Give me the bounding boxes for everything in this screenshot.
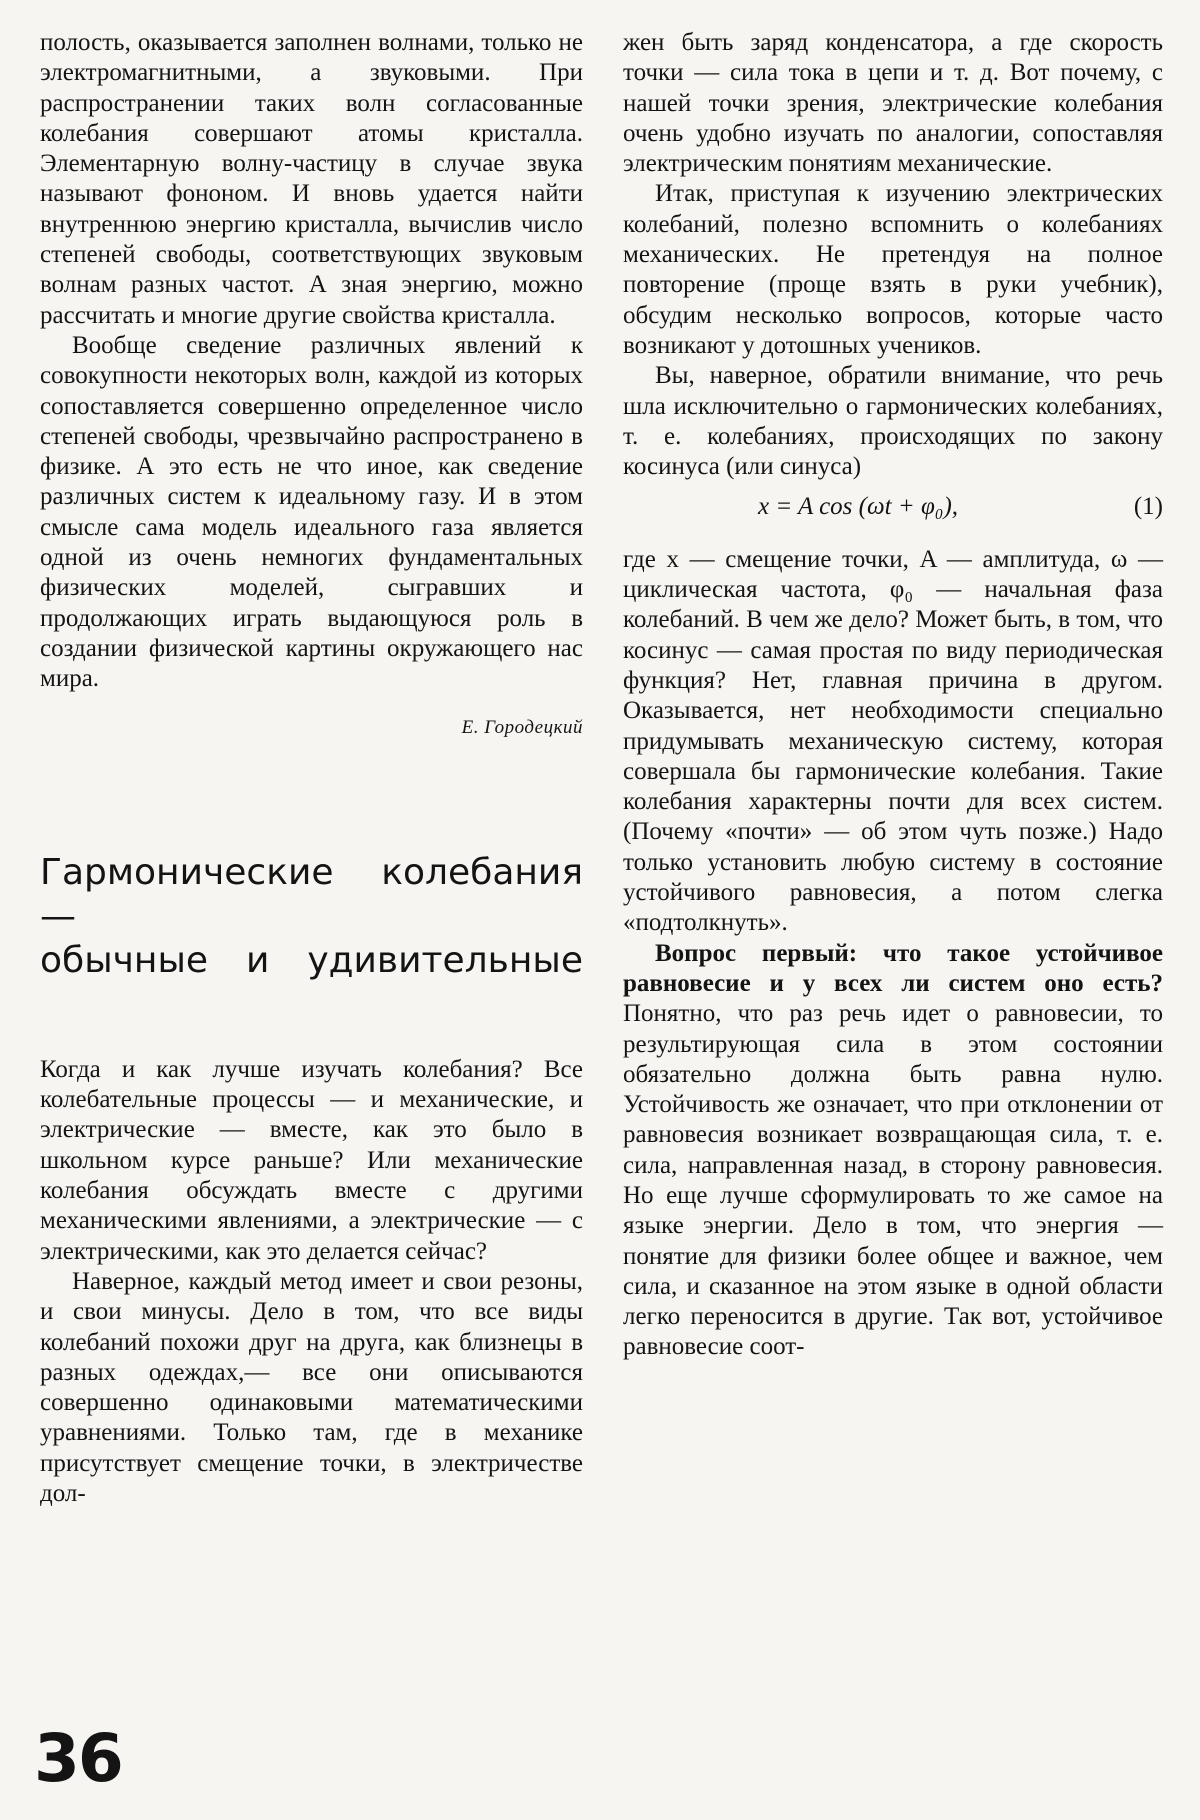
spacer: [40, 743, 583, 851]
equation-number: (1): [1133, 493, 1163, 521]
paragraph: Вы, наверное, обратили внимание, что речь шла исключительно о гармонических колебаниях, т. е. колебаниях, происходящих по закону косинуса (или синуса): [623, 362, 1163, 481]
paragraph: Итак, приступая к изучению электрических колебаний, полезно вспомнить о колебаниях механических. Не претендуя на полное повторение (проще взять в руки учебник), обсудим несколько вопросов, которые часто возникают у дотошных учеников.: [623, 180, 1163, 359]
article-title: [40, 851, 583, 983]
page-number: 36: [34, 1720, 122, 1797]
paragraph-question-1: [623, 939, 1163, 1363]
paragraph: жен быть заряд конденсатора, а где скорость точки — сила тока в цепи и т. д. Вот почему, с нашей точки зрения, электрические колебания очень удобно изучать по аналогии, сопоставляя электрическим понятиям механические.: [623, 29, 1163, 178]
title-line-1: Гармонические колебания —: [40, 851, 583, 937]
equation-1: [623, 492, 1163, 522]
spacer: [40, 983, 583, 1055]
paragraph: Вообще сведение различных явлений к совокупности некоторых волн, каждой из которых сопоставляется совершенно определенное число степеней свободы, чрезвычайно распространено в физике. А это есть не что иное, как сведение различных систем к идеальному газу. И в этом смысле сама модель идеального газа является одной из очень немногих фундаментальных физических моделей, сыгравших и продолжающих играть выдающуюся роль в создании физической картины окружающего нас мира.: [40, 331, 583, 693]
paragraph: где x — смещение точки, A — амплитуда, ω — циклическая частота, φ₀ — начальная фаза колебаний. В чем же дело? Может быть, в том, что косинус — самая простая по виду периодическая функция? Нет, главная причина в другом. Оказывается, нет необходимости специально придумывать механическую систему, которая совершала бы гармонические колебания. Такие колебания характерны почти для всех систем. (Почему «почти» — об этом чуть позже.) Надо только установить любую систему в состояние устойчивого равновесия, а потом слегка «подтолкнуть».: [623, 545, 1163, 937]
right-column: [623, 28, 1163, 1363]
paragraph: полость, оказывается заполнен волнами, только не электромагнитными, а звуковыми. При распространении таких волн согласованные колебания совершают атомы кристалла. Элементарную волну-частицу в случае звука называют фононом. И вновь удается найти внутреннюю энергию кристалла, вычислив число степеней свободы, соответствующих звуковым волнам разных частот. А зная энергию, можно рассчитать и многие другие свойства кристалла.: [40, 29, 583, 329]
author-signature: Е. Городецкий: [461, 716, 583, 738]
left-column: [40, 28, 583, 1509]
title-line-2: обычные и удивительные: [40, 939, 583, 981]
paragraph: Наверное, каждый метод имеет и свои резоны, и свои минусы. Дело в том, что все виды колебаний похожи друг на друга, как близнецы в разных одеждах,— все они описываются совершенно одинаковыми математическими уравнениями. Только там, где в механике присутствует смещение точки, в электричестве дол-: [40, 1267, 583, 1507]
question-body: Понятно, что раз речь идет о равновесии, то результирующая сила в этом состоянии обязательно должна быть равна нулю. Устойчивость же означает, что при отклонении от равновесия возникает возвращающая сила, т. е. сила, направленная назад, в сторону равновесия. Но еще лучше сформулировать то же самое на языке энергии. Дело в том, что энергия — понятие для физики более общее и важное, чем сила, и сказанное на этом языке в одной области легко переносится в другие. Так вот, устойчивое равновесие соот-: [623, 1000, 1163, 1361]
equation-expression: x = A cos (ωt + φ₀),: [758, 493, 959, 521]
paragraph: Когда и как лучше изучать колебания? Все колебательные процессы — и механические, и электрические — вместе, как это было в школьном курсе раньше? Или механические колебания обсуждать вместе с другими механическими явлениями, а электрические — с электрическими, как это делается сейчас?: [40, 1055, 583, 1265]
question-heading: Вопрос первый: что такое устойчивое равновесие и у всех ли систем оно есть?: [623, 939, 1163, 997]
